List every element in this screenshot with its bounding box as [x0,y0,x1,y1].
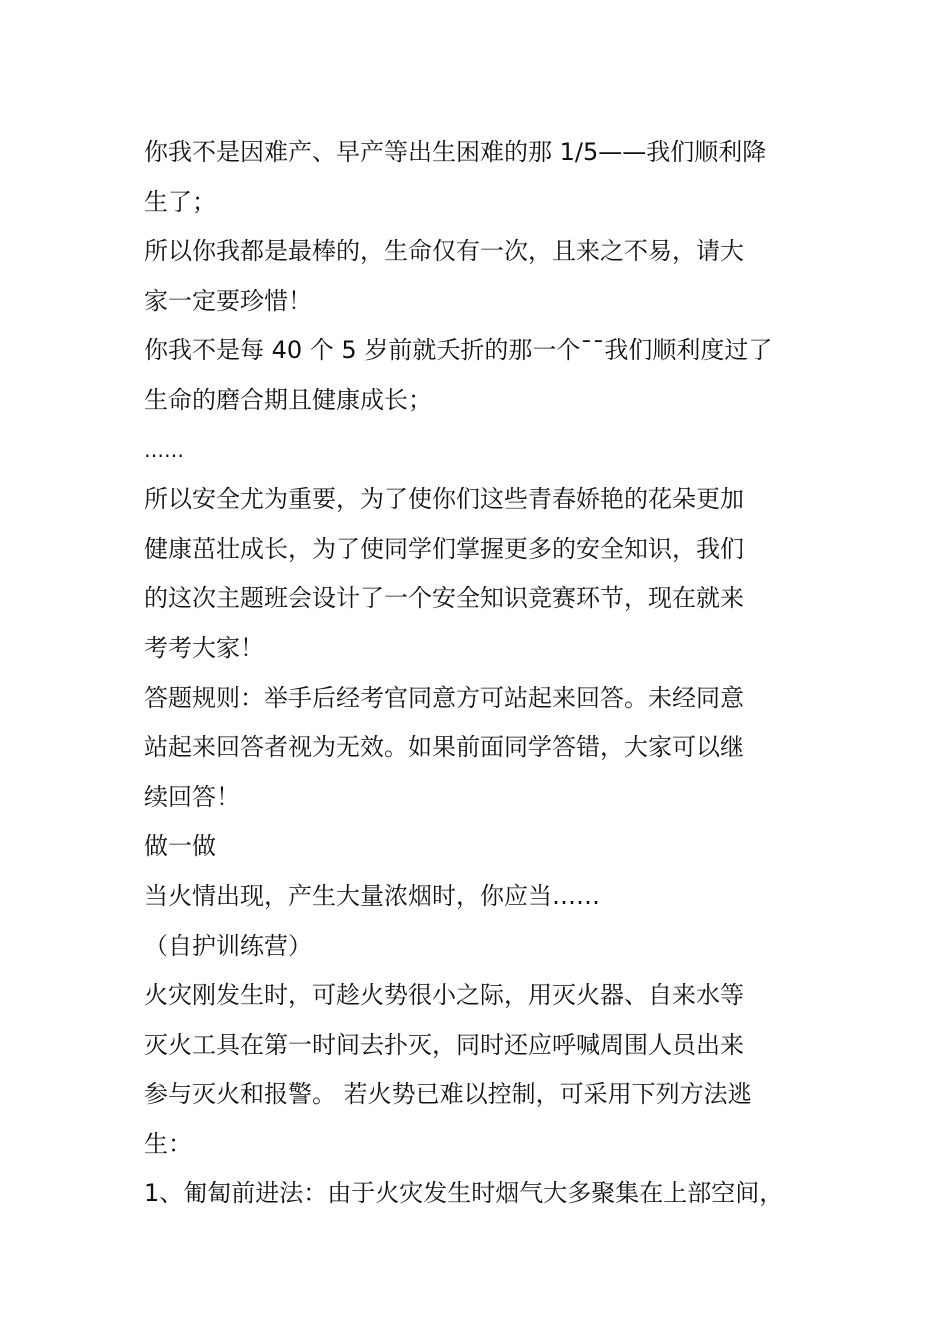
text-line: 家一定要珍惜！ [144,286,312,315]
text-line: 灭火工具在第一时间去扑灭，同时还应呼喊周围人员出来 [144,1030,744,1059]
text-line: 考考大家！ [144,633,264,662]
text-line: 站起来回答者视为无效。如果前面同学答错，大家可以继 [144,733,744,762]
text-line: 生命的磨合期且健康成长； [144,385,432,414]
section-heading: （自护训练营） [144,931,312,960]
text-line: 答题规则：举手后经考官同意方可站起来回答。未经同意 [144,683,744,712]
text-line: 生： [144,1129,192,1158]
text-line: 所以你我都是最棒的，生命仅有一次，且来之不易，请大 [144,237,744,266]
text-line: 你我不是每 40 个 5 岁前就夭折的那一个¯¯我们顺利度过了 [144,336,773,365]
section-heading: 做一做 [144,832,216,861]
text-line: 1、匍匐前进法：由于火灾发生时烟气大多聚集在上部空间， [144,1179,784,1208]
text-line: 的这次主题班会设计了一个安全知识竞赛环节，现在就来 [144,584,744,613]
text-line: 续回答！ [144,782,240,811]
text-line: 火灾刚发生时，可趁火势很小之际，用灭火器、自来水等 [144,981,744,1010]
text-line: 当火情出现，产生大量浓烟时，你应当…… [144,881,600,910]
text-line: 所以安全尤为重要，为了使你们这些青春娇艳的花朵更加 [144,485,744,514]
document-body [144,128,814,1219]
text-line: 参与灭火和报警。 若火势已难以控制，可采用下列方法逃 [144,1080,752,1109]
text-line: 生了； [144,187,216,216]
ellipsis-line: …… [144,437,184,462]
text-line: 健康茁壮成长，为了使同学们掌握更多的安全知识，我们 [144,534,744,563]
text-line: 你我不是因难产、早产等出生困难的那 1/5——我们顺利降 [144,138,767,166]
